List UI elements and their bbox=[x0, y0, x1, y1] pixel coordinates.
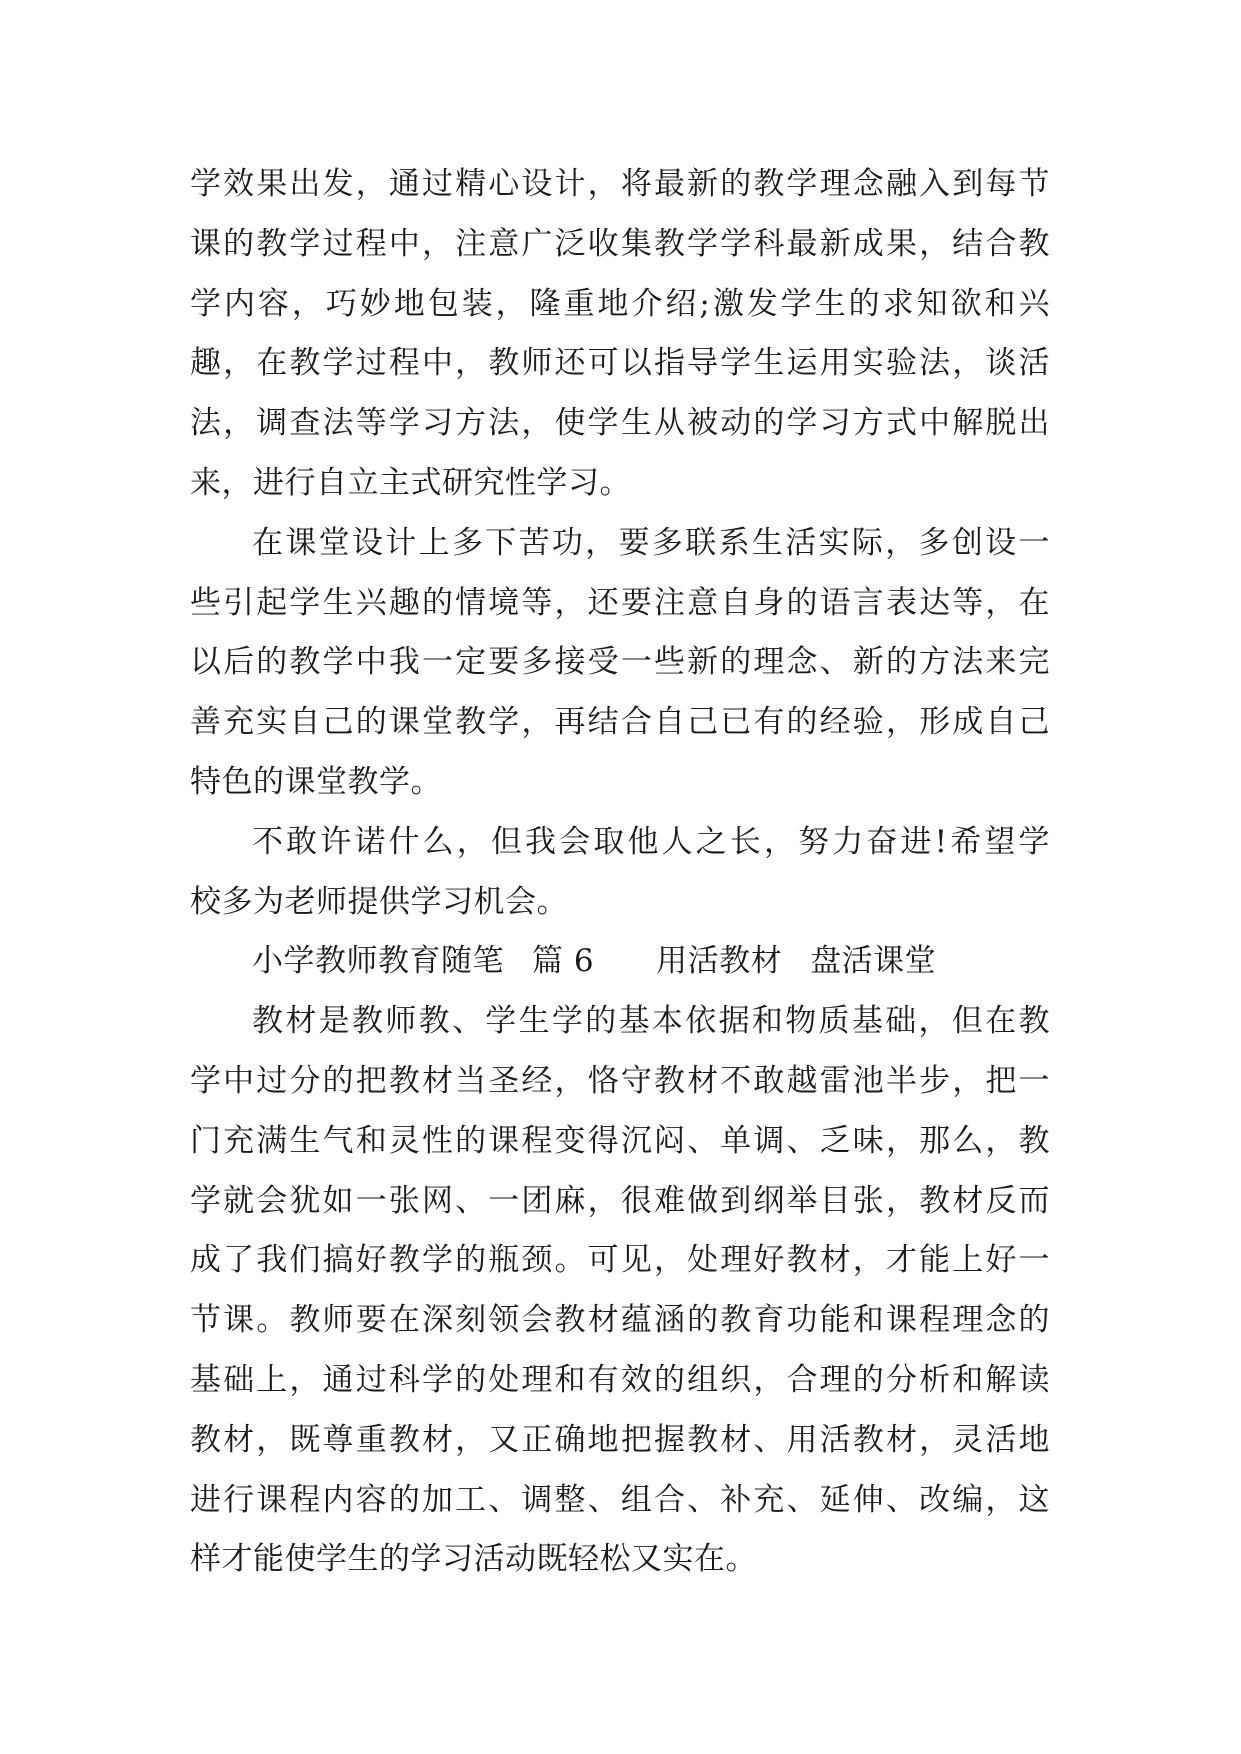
section-heading bbox=[190, 932, 1050, 992]
paragraph-continuation bbox=[190, 155, 1050, 514]
text-line: 趣，在教学过程中，教师还可以指导学生运用实验法，谈活 bbox=[190, 345, 1050, 382]
text-line: 学效果出发，通过精心设计，将最新的教学理念融入到每节 bbox=[190, 166, 1050, 202]
paragraph-textbook-usage bbox=[190, 992, 1050, 1590]
text-line: 节课。教师要在深刻领会教材蕴涵的教育功能和课程理念的 bbox=[190, 1302, 1050, 1339]
text-line: 不敢许诺什么，但我会取他人之长，努力奋进!希望学 bbox=[252, 823, 1050, 860]
text-line: 基础上，通过科学的处理和有效的组织，合理的分析和解读 bbox=[190, 1361, 1050, 1398]
text-line: 教材，既尊重教材，又正确地把握教材、用活教材，灵活地 bbox=[190, 1421, 1050, 1458]
text-line: 校多为老师提供学习机会。 bbox=[190, 883, 568, 920]
text-line: 些引起学生兴趣的情境等，还要注意自身的语言表达等，在 bbox=[190, 584, 1050, 621]
text-line: 课的教学过程中，注意广泛收集教学学科最新成果，结合教 bbox=[190, 225, 1050, 262]
article-title-part-a: 用活教材 bbox=[656, 943, 783, 980]
body-text bbox=[190, 155, 1050, 1590]
text-line: 学内容，巧妙地包装，隆重地介绍;激发学生的求知欲和兴 bbox=[190, 285, 1050, 322]
text-line: 法，调查法等学习方法，使学生从被动的学习方式中解脱出 bbox=[190, 405, 1050, 442]
article-title-part-b: 盘活课堂 bbox=[810, 943, 937, 980]
text-line: 样才能使学生的学习活动既轻松又实在。 bbox=[190, 1541, 757, 1578]
text-line: 以后的教学中我一定要多接受一些新的理念、新的方法来完 bbox=[190, 644, 1050, 681]
text-line: 学就会犹如一张网、一团麻，很难做到纲举目张，教材反而 bbox=[190, 1182, 1050, 1219]
text-line: 进行课程内容的加工、调整、组合、补充、延伸、改编，这 bbox=[190, 1481, 1050, 1518]
text-line: 来，进行自立主式研究性学习。 bbox=[190, 464, 631, 501]
text-line: 在课堂设计上多下苦功，要多联系生活实际，多创设一 bbox=[252, 524, 1050, 561]
text-line: 学中过分的把教材当圣经，恪守教材不敢越雷池半步，把一 bbox=[190, 1062, 1050, 1099]
paragraph-classroom-design bbox=[190, 514, 1050, 813]
text-line: 教材是教师教、学生学的基本依据和物质基础，但在教 bbox=[252, 1003, 1050, 1040]
paragraph-commitment bbox=[190, 813, 1050, 933]
text-line: 门充满生气和灵性的课程变得沉闷、单调、乏味，那么，教 bbox=[190, 1122, 1050, 1159]
series-title: 小学教师教育随笔 bbox=[252, 943, 504, 980]
part-label: 篇 6 bbox=[532, 943, 595, 980]
text-line: 特色的课堂教学。 bbox=[190, 763, 442, 800]
text-line: 善充实自己的课堂教学，再结合自己已有的经验，形成自己 bbox=[190, 704, 1050, 741]
text-line: 成了我们搞好教学的瓶颈。可见，处理好教材，才能上好一 bbox=[190, 1242, 1050, 1279]
